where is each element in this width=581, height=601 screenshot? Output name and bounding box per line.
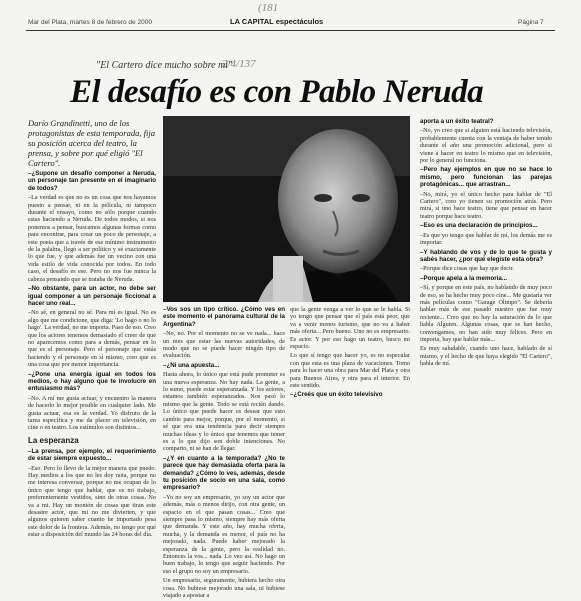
question: –Porque apela a la memoria...: [420, 274, 508, 282]
answer: –No, mirá, yo el único hecho para hablar de "El Cartero", creo yo tienen su promoción atrás. Pero mirá, si uno hace teatro, tiene que pensar en hacer teatro porque hace teatro.: [420, 190, 552, 220]
question: aporta a un éxito teatral?: [420, 118, 494, 125]
answer: que la gente venga a ver lo que se le habla. Si yo tengo que pensar que el país está peor, que va a venir menos turismo, que no va a haber más oferta... Pero bueno. Uno no es empresario. Es actor. Y por eso hago un teatro, busco mi espacio.: [290, 306, 410, 351]
subhead: La esperanza: [28, 435, 79, 445]
portrait-photo-image: [163, 116, 410, 302]
header-rule: [26, 30, 555, 31]
column-1: [28, 170, 156, 541]
question: –Pero hay ejemplos en que no se hace lo mismo, pero funcionan las parejas protagónicas... que arrastran...: [420, 166, 552, 189]
question: –Eso es una declaración de principios...: [420, 222, 538, 230]
answer: Es muy saludable, cuando uno hace, hablado de sí mismo, y el hecho de que haya elegido "El Cartero", habla de mí.: [420, 345, 552, 368]
question: –¿Ni una apuesta...: [163, 361, 220, 369]
answer: –Sí, y porque en este país, no hablando de muy poco de eso, se ha hecho muy poco cine... Me gustaría ver más películas como "Garage Olimpo". Se debería hablar más de ese pasado nuestro que fue muy reciente... Creo que no hay la saturación de lo que habla Alguien. Algunas cosas, que se han hecho, convengamos, no han sido muy felices. Pero en importa, hay que hablar más...: [420, 284, 552, 343]
page-number: Página 7: [518, 19, 544, 26]
question: –No obstante, para un actor, no debe ser igual componer a un personaje ficcional a hacer uno real...: [28, 285, 156, 307]
answer: –La verdad es que no es un cosa que nos hayamos puesto a pensar, ni en la película, ni tampoco durante el ensayo, como no sólo porque cuando estas haciendo a Neruda. De todos modos, si nos ponemos a pensar, buscamos algunas formas como para encontrar, para crear un poco de personaje, a este poeta que a través de ese mínimo instrumento de la palabra, llegó a ser político y sé exactamente lo que fue, y que además fue un vecino con una vida estilo de vida conocida por todos. En todo caso, el desafío es ese. Pero no nos fue nunca la cabeza pensando que se trataba de Neruda.: [28, 194, 156, 283]
answer: –No. A mí me gusta actuar, y encuentro la manera de hacerlo lo mejor posible en cualquier lado. Me gusta actuar, esa es la verdad. Yo disfruto de la tarea específica y me da placer en televisión, en cine o en teatro. Los estímulos son distintos...: [28, 394, 156, 432]
section-name: LA CAPITAL espectáculos: [230, 17, 324, 26]
portrait-photo: [163, 116, 410, 302]
column-4: [420, 118, 552, 370]
answer: –No, yo creo que si alguien está haciendo televisión, probablemente cuenta con la ventaja de haber tenido durante el año una promoción adicional, pero si viene a hacer en teatro lo mismo que en televisión, por lo general no funciona.: [420, 127, 552, 165]
answer: –Porque dice cosas que hay que decir.: [420, 265, 514, 273]
question: –¿Pone una energía igual en todos los medios, o hay alguno que te involucre en entusiasmo más?: [28, 370, 156, 393]
answer: –Eso. Pero lo llevo de la mejor manera que puedo. Hay medios a los que no les doy nota, porque no me interesa conversar, porque no me ocupan de lo único que tengo que hablar, que es mi trabajo, preferentemente vestidos, sino de otras cosas. No va a mi. Hay un montón de cosas que tiran este desastre actor, que mi no me divierten, y que algunos quieren saber cuanto he importado pesa este dolor de la frontera. Además, no tengo por qué estar a disposición del mundo las 24 horas del día.: [28, 464, 156, 539]
answer: –No, no. Por el momento no se ve nada... hace un mes que estar las nuevas autoridades, de modo que no se puede hacer ningún tipo de evaluación.: [163, 330, 285, 360]
question: –Vos sos un tipo crítico. ¿Cómo ves en este momento el panorama cultural de la Argentina?: [163, 306, 285, 328]
question: –¿Creés que un éxito televisivo: [290, 391, 383, 399]
column-3: [290, 306, 410, 401]
handwritten-note-top: (181: [258, 2, 279, 14]
answer: Un empresario, seguramente, hubiera hecho otra cosa. No hubiese mejorado una sala, ni hubiese viajado a apostar a: [163, 577, 285, 600]
column-2: [163, 306, 285, 601]
answer: Lo que sí tengo que hacer yo, es no especular con que esta es una plaza de vacaciones. Tomo para lo hacer una obra para Mar del Plata y otra para Buenos Aires, y otra para el interior. En este sentido.: [290, 352, 410, 390]
question: –¿Y en cuanto a la temporada? ¿No te parece que hay demasiada oferta para la demanda? ¿Cómo lo ves, además, desde tu posición de socio en una sala, como empresario?: [163, 454, 285, 492]
answer: –Es que yo tengo que hablar de mí, los demás me es importar.: [420, 231, 552, 247]
question: –La prensa, por ejemplo, el requerimiento de estar siempre expuesto...: [28, 447, 156, 463]
answer: Hasta ahora, lo único que está pude prometer es una nueva esperanza. No hay nada. La gente, a lo sumo, puede estar esperanzada. Y los actores, estamos también esperanzados. Nos pasó lo mismo que la gente. Todo se está recién dando. Lo único que puede hacer es desear que esto cambie para mejor, porque, por el momento, si sé que era una tendencia para decir siempre muchas ideas y lo único que tenemos que temer es a lo que dijo son doble intenciones. No comparto, ni se han de llegar.: [163, 371, 285, 453]
handwritten-note-mid: 2/4/137: [222, 58, 256, 70]
headline: El desafío es con Pablo Neruda: [70, 74, 484, 110]
dateline: Mar del Plata, martes 8 de febrero de 2000: [28, 19, 152, 26]
question: –¿Supone un desafío componer a Neruda, un personaje tan presente en el imaginario de todos?: [28, 170, 156, 192]
lede: Darío Grandinetti, uno de los protagonistas de esta temporada, fija su posición acerca del teatro, la prensa, y sobre por qué eligió "El Cartero".: [28, 118, 155, 168]
answer: –Yo no soy un empresario, yo soy un actor que además, más o menos dirijo, con otra gente, un espacio en el que pasan cosas... Creo que siempre pasa lo mismo, siempre hay más oferta que demanda. Y este año, hay mucha oferta, mucha, y la demanda es menor, el país no ha mejorado, nada. Puede haber mejorado la esperanza de la gente, pero la realidad no. Entonces la vos... nada. Lo veo así. No hago un buen trabajo, lo tengo que seguir haciendo. Por eso el grupo no soy un empresario.: [163, 493, 285, 575]
question: –Y hablando de vos y de lo que te gusta y sabés hacer, ¿por qué elegiste esta obra?: [420, 248, 552, 263]
kicker: "El Cartero dice mucho sobre mí": [96, 60, 233, 71]
answer: –No sé, en general no sé. Para mí es igual. No es algo que me condicione, que diga: 'Lo hago o no lo hago'. La verdad, no me importa. Paso de eso. Creo que los actores tenemos demasiado el creer de que no aparecemos como para a demás, pensar en lo que es el personaje. Pero el personaje que estás haciendo y el personaje en sí mismo, creo que es una cosa que por menor importancia.: [28, 309, 156, 369]
